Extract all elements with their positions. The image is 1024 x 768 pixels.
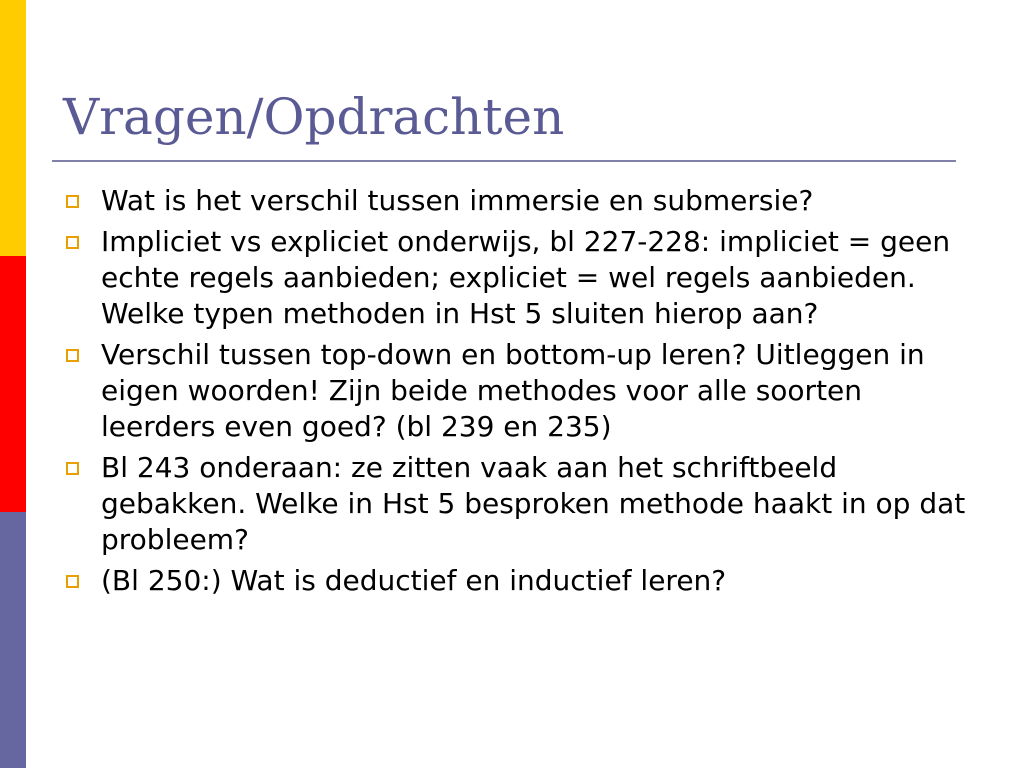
slide-title: Vragen/Opdrachten (63, 88, 565, 146)
side-bar-red-segment (0, 256, 26, 512)
bullet-text: Verschil tussen top-down en bottom-up leren? Uitleggen in eigen woorden! Zijn beide methodes voor alle soorten leerders even goed? (bl 239 en 235) (101, 338, 925, 443)
bullet-text: Wat is het verschil tussen immersie en submersie? (101, 184, 814, 217)
square-bullet-icon (66, 195, 79, 208)
bullet-item (62, 183, 972, 219)
square-bullet-icon (66, 349, 79, 362)
bullet-item (62, 337, 972, 445)
square-bullet-icon (66, 462, 79, 475)
bullet-text: (Bl 250:) Wat is deductief en inductief leren? (101, 564, 727, 597)
square-bullet-icon (66, 236, 79, 249)
side-bar-purple-segment (0, 512, 26, 768)
bullet-list (62, 183, 972, 604)
side-bar-yellow-segment (0, 0, 26, 256)
bullet-text: Impliciet vs expliciet onderwijs, bl 227-228: impliciet = geen echte regels aanbieden; expliciet = wel regels aanbieden. Welke typen methoden in Hst 5 sluiten hierop aan? (101, 225, 951, 330)
bullet-item (62, 563, 972, 599)
decorative-side-bar (0, 0, 26, 768)
bullet-item (62, 450, 972, 558)
square-bullet-icon (66, 575, 79, 588)
title-underline (52, 160, 956, 162)
bullet-text: Bl 243 onderaan: ze zitten vaak aan het schriftbeeld gebakken. Welke in Hst 5 besproken methode haakt in op dat probleem? (101, 451, 966, 556)
bullet-item (62, 224, 972, 332)
